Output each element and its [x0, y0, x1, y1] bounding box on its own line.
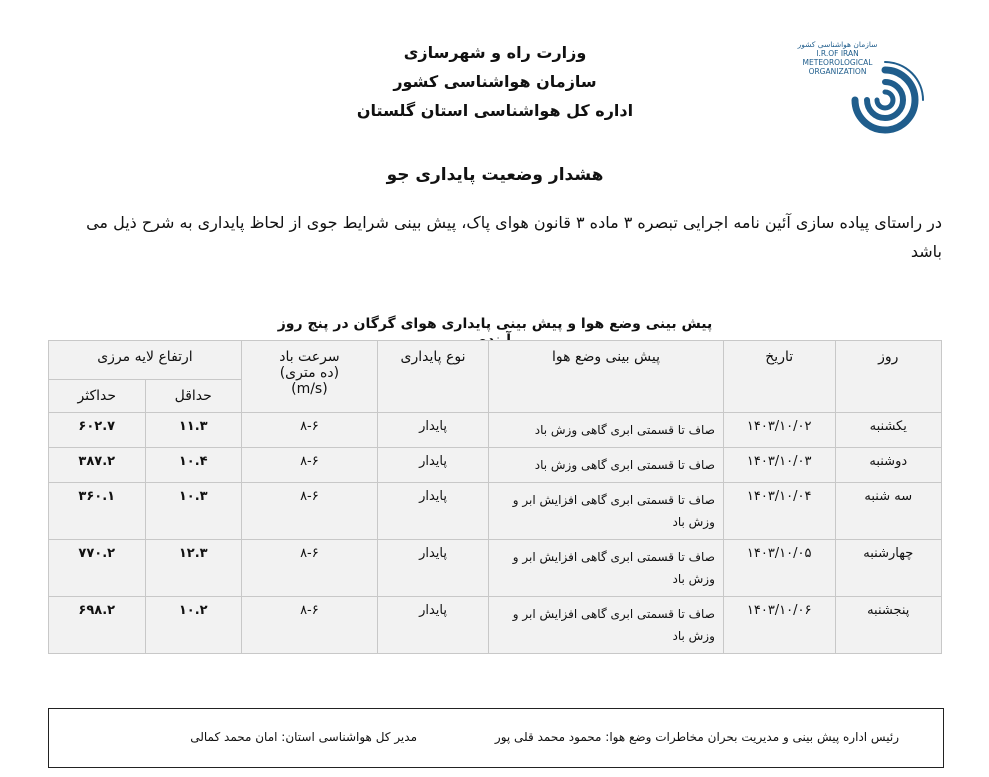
cell-stability-type: پایدار	[377, 597, 488, 654]
header-wind-unit: (ده متری)	[279, 365, 340, 381]
meteorological-organization-logo	[790, 40, 925, 140]
header-min: حداقل	[145, 380, 241, 413]
table-row	[49, 540, 942, 597]
header-max: حداکثر	[49, 380, 146, 413]
cell-day: دوشنبه	[835, 448, 942, 483]
forecast-table	[48, 340, 942, 654]
cell-day: چهارشنبه	[835, 540, 942, 597]
director-signature	[190, 730, 417, 744]
director-name: امان محمد کمالی	[190, 730, 278, 744]
cell-date: ۱۴۰۳/۱۰/۰۵	[723, 540, 835, 597]
cell-min: ۱۰.۴	[145, 448, 241, 483]
cell-max: ۳۶۰.۱	[49, 483, 146, 540]
cell-wind: ۸-۶	[241, 413, 377, 448]
director-label: مدیر کل هواشناسی استان:	[281, 730, 417, 744]
header-date: تاریخ	[723, 341, 835, 413]
document-title: هشدار وضعیت پایداری جو	[386, 165, 604, 185]
header-weather: پیش بینی وضع هوا	[489, 341, 724, 413]
table-row	[49, 597, 942, 654]
table-caption: پیش بینی وضع هوا و پیش بینی پایداری هوای گرگان در پنج روز	[277, 316, 713, 332]
logo-text-en1: I.R.OF IRAN	[816, 49, 859, 58]
cell-weather: صاف تا قسمتی ابری گاهی افزایش ابر و وزش باد	[489, 540, 724, 597]
forecast-head-label: رئیس اداره پیش بینی و مدیریت بحران مخاطرات وضع هوا:	[605, 730, 899, 744]
cell-weather: صاف تا قسمتی ابری گاهی افزایش ابر و وزش باد	[489, 483, 724, 540]
forecast-head-name: محمود محمد قلی پور	[494, 730, 602, 744]
logo-text-en2: METEOROLOGICAL	[802, 58, 873, 67]
cell-min: ۱۰.۲	[145, 597, 241, 654]
cell-max: ۳۸۷.۲	[49, 448, 146, 483]
cell-date: ۱۴۰۳/۱۰/۰۲	[723, 413, 835, 448]
organization-title: سازمان هواشناسی کشور	[393, 72, 597, 91]
cell-weather: صاف تا قسمتی ابری گاهی افزایش ابر و وزش باد	[489, 597, 724, 654]
cell-date: ۱۴۰۳/۱۰/۰۶	[723, 597, 835, 654]
cell-wind: ۸-۶	[241, 448, 377, 483]
header-day: روز	[835, 341, 942, 413]
cell-weather: صاف تا قسمتی ابری گاهی وزش باد	[489, 413, 724, 448]
signature-footer	[48, 708, 944, 768]
cell-max: ۷۷۰.۲	[49, 540, 146, 597]
cell-min: ۱۲.۳	[145, 540, 241, 597]
cell-stability-type: پایدار	[377, 448, 488, 483]
intro-paragraph: در راستای پیاده سازی آئین نامه اجرایی تبصره ۳ ماده ۳ قانون هوای پاک، پیش بینی شرایط جوی از لحاظ پایداری به شرح ذیل می باشد	[86, 213, 942, 261]
cell-day: سه شنبه	[835, 483, 942, 540]
table-row	[49, 483, 942, 540]
cell-day: یکشنبه	[835, 413, 942, 448]
cell-day: پنجشنبه	[835, 597, 942, 654]
cell-weather: صاف تا قسمتی ابری گاهی وزش باد	[489, 448, 724, 483]
logo-spiral-icon	[845, 50, 925, 138]
ministry-title: وزارت راه و شهرسازی	[403, 43, 587, 62]
cell-max: ۶۰۲.۷	[49, 413, 146, 448]
header-stability-type: نوع پایداری	[377, 341, 488, 413]
cell-max: ۶۹۸.۲	[49, 597, 146, 654]
header-boundary-layer-height: ارتفاع لایه مرزی	[49, 341, 242, 380]
cell-date: ۱۴۰۳/۱۰/۰۴	[723, 483, 835, 540]
table-row	[49, 413, 942, 448]
header-wind-speed	[241, 341, 377, 413]
cell-stability-type: پایدار	[377, 540, 488, 597]
cell-date: ۱۴۰۳/۱۰/۰۳	[723, 448, 835, 483]
header-wind-label: سرعت باد	[279, 349, 340, 365]
logo-text-fa: سازمان هواشناسی کشور	[797, 40, 878, 49]
cell-wind: ۸-۶	[241, 597, 377, 654]
cell-min: ۱۰.۳	[145, 483, 241, 540]
header-titles	[300, 38, 690, 125]
cell-stability-type: پایدار	[377, 413, 488, 448]
office-title: اداره کل هواشناسی استان گلستان	[356, 101, 634, 120]
cell-wind: ۸-۶	[241, 540, 377, 597]
logo-text-en3: ORGANIZATION	[808, 67, 867, 76]
cell-wind: ۸-۶	[241, 483, 377, 540]
forecast-head-signature	[495, 730, 899, 744]
cell-min: ۱۱.۳	[145, 413, 241, 448]
table-row	[49, 448, 942, 483]
cell-stability-type: پایدار	[377, 483, 488, 540]
header-wind-unit-ms: (m/s)	[291, 381, 328, 397]
